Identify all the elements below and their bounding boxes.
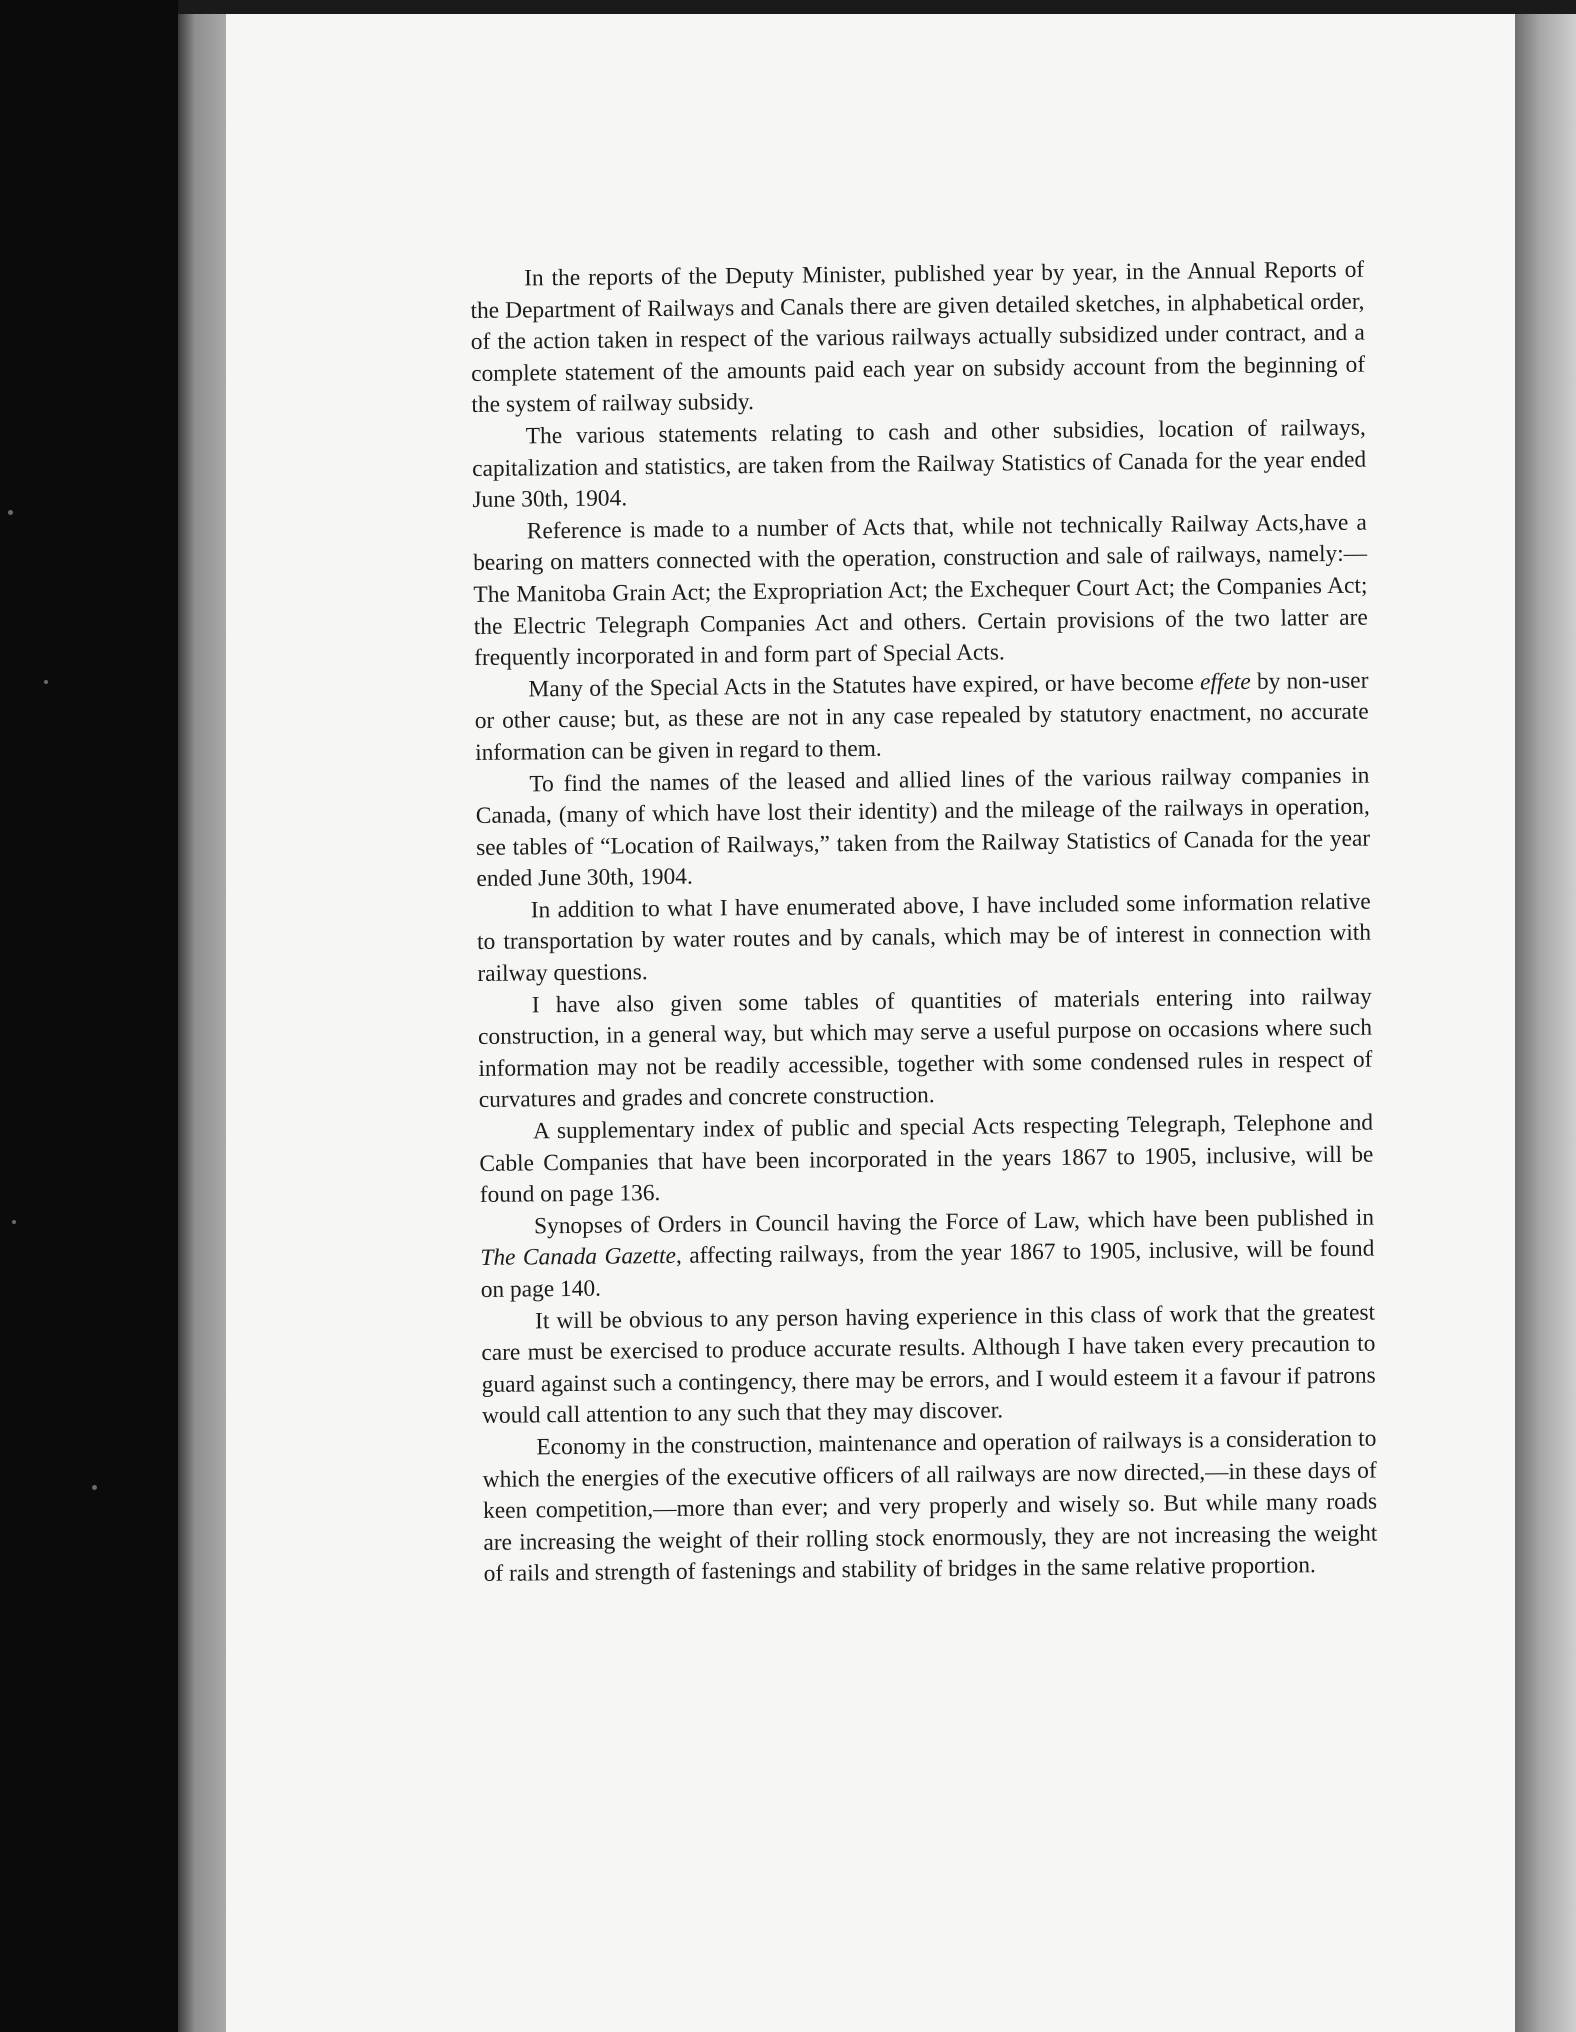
- scan-left-margin: [178, 14, 226, 2032]
- scan-speck: [8, 510, 13, 515]
- body-text: [470, 255, 1378, 1591]
- paragraph: Synopses of Orders in Council having the Force of Law, which have been published in The Canada Gazette, affecting railways, from the year 1867 to 1905, inclusive, will be found on page 140.: [480, 1204, 1375, 1303]
- paragraph: The various statements relating to cash and other subsidies, location of railways, capitalization and statistics, are taken from the Railway Statistics of Canada for the year ended June 30th, 1904.: [472, 414, 1367, 514]
- paragraph: In the reports of the Deputy Minister, published year by year, in the Annual Reports of the Department of Railways and Canals there are given detailed sketches, in alphabetical order, of the action taken in respect of the various railways actually subsidized under contract, and a complete statement of the amounts paid each year on subsidy account from the beginning of the system of railway subsidy.: [470, 256, 1366, 419]
- paragraph: Many of the Special Acts in the Statutes have expired, or have become effete by non-user or other cause; but, as these are not in any case repealed by statutory enactment, no accurate information can be given in regard to them.: [474, 667, 1369, 766]
- paragraph: Reference is made to a number of Acts that, while not technically Railway Acts,have a bearing on matters connected with the operation, construction and sale of railways, namely:—The Manitoba Grain Act; the Expropriation Act; the Exchequer Court Act; the Companies Act; the Electric Telegraph Companies Act and others. Certain provisions of the two latter are frequently incorporated in and form part of Special Acts.: [472, 509, 1368, 672]
- paragraph: It will be obvious to any person having experience in this class of work that the greatest care must be exercised to produce accurate results. Although I have taken every precaution to guard against such a contingency, there may be errors, and I would esteem it a favour if patrons would call attention to any such that they may discover.: [481, 1299, 1376, 1430]
- scan-speck: [12, 1220, 16, 1224]
- paragraph: I have also given some tables of quantities of materials entering into railway construction, in a general way, but which may serve a useful purpose on occasions where such information may not be readily accessible, together with some condensed rules in respect of curvatures and grades and concrete construction.: [477, 983, 1373, 1114]
- scan-speck: [44, 680, 48, 684]
- paragraph: A supplementary index of public and special Acts respecting Telegraph, Telephone and Cable Companies that have been incorporated in the years 1867 to 1905, inclusive, will be found on page 136.: [479, 1109, 1374, 1209]
- italic-text: effete: [1199, 668, 1251, 696]
- scan-top-edge: [178, 0, 1576, 14]
- paragraph: Economy in the construction, maintenance and operation of railways is a consideration to which the energies of the executive officers of all railways are now directed,—in these days of keen competition,—more than ever; and very properly and wisely so. But while many roads are increasing the weight of their rolling stock enormously, they are not increasing the weight of rails and strength of fastenings and stability of bridges in the same relative proportion.: [482, 1425, 1378, 1588]
- scan-speck: [92, 1485, 97, 1490]
- paragraph: In addition to what I have enumerated above, I have included some information relative to transportation by water routes and by canals, which may be of interest in connection with railway questions.: [476, 888, 1372, 988]
- paragraph: To find the names of the leased and allied lines of the various railway companies in Canada, (many of which have lost their identity) and the mileage of the railways in operation, see tables of “Location of Railways,” taken from the Railway Statistics of Canada for the year ended June 30th, 1904.: [475, 762, 1371, 893]
- scan-right-edge: [1515, 14, 1576, 2032]
- italic-text: The Canada Gazette: [480, 1243, 677, 1272]
